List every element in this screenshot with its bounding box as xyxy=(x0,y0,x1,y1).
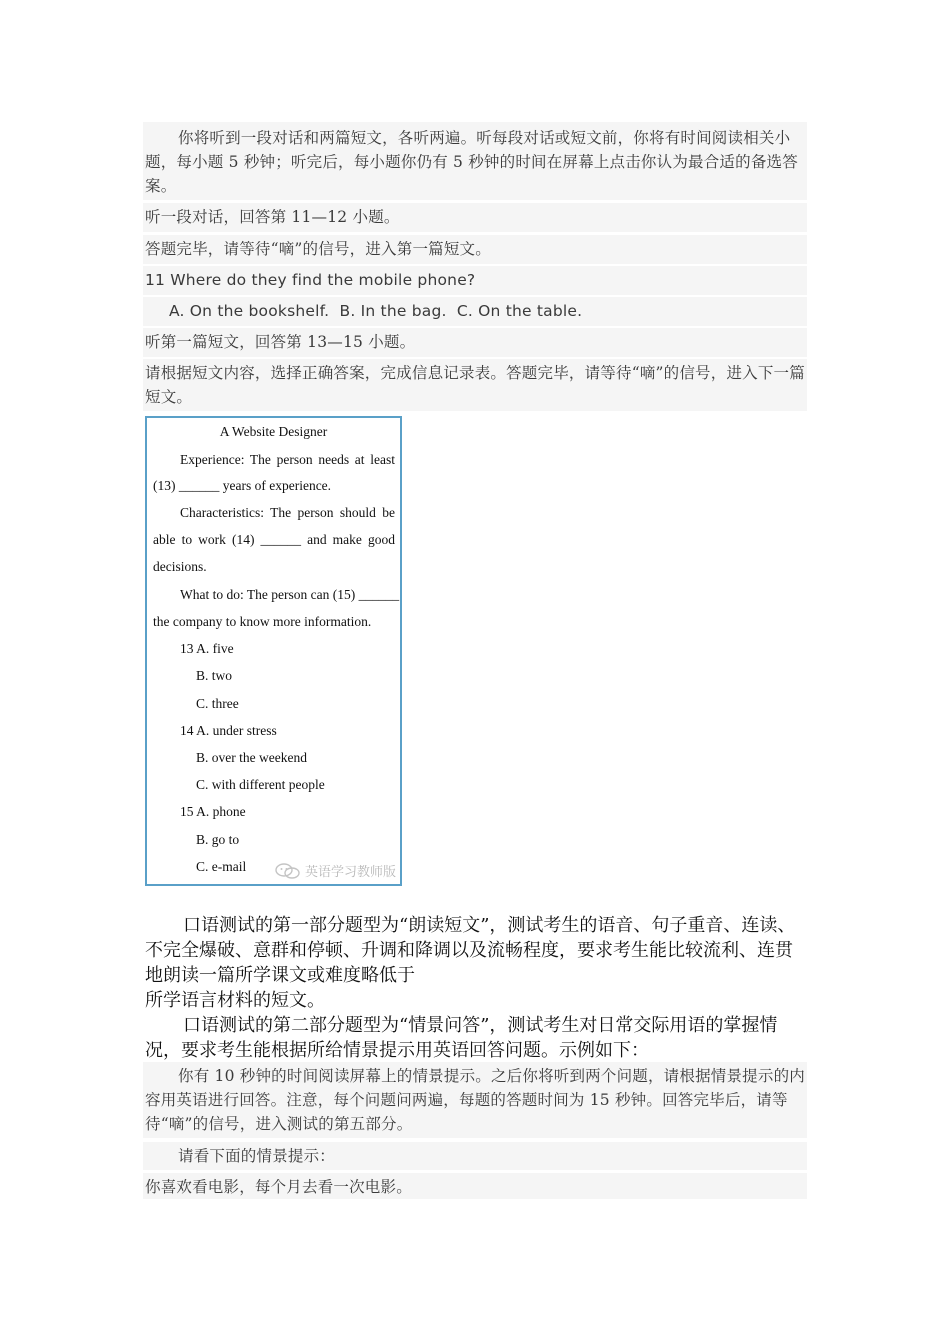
form-todo-line2: the company to know more information. xyxy=(153,614,372,629)
form-experience-line2: (13) ______ years of experience. xyxy=(153,478,332,493)
form-option-15c: C. e-mail xyxy=(196,859,247,874)
form-title: A Website Designer xyxy=(219,424,328,439)
intro-instructions: 你将听到一段对话和两篇短文，各听两遍。听每段对话或短文前，你将有时间阅读相关小题，每小题 5 秒钟；听完后，每小题你仍有 5 秒钟的时间在屏幕上点击你认为最合适的备选答案。 xyxy=(145,129,798,195)
form-option-13a: 13 A. five xyxy=(180,641,234,656)
form-characteristics-line2: able to work (14) ______ and make good xyxy=(153,532,395,547)
wechat-icon xyxy=(275,863,301,879)
watermark xyxy=(275,861,396,880)
dialogue-prompt: 听一段对话，回答第 11—12 小题。 xyxy=(145,208,400,226)
question-11-options: A. On the bookshelf. B. In the bag. C. On the table. xyxy=(169,302,583,320)
form-option-13b: B. two xyxy=(196,668,233,683)
part1-paragraph-continued: 所学语言材料的短文。 xyxy=(145,990,325,1011)
website-designer-form-image xyxy=(145,416,402,886)
record-prompt: 请根据短文内容，选择正确答案，完成信息记录表。答题完毕，请等待“嘀”的信号，进入下一篇短文。 xyxy=(145,364,805,406)
wait-prompt: 答题完毕，请等待“嘀”的信号，进入第一篇短文。 xyxy=(145,240,491,258)
question-11: 11 Where do they find the mobile phone? xyxy=(145,271,476,289)
form-option-14b: B. over the weekend xyxy=(196,750,307,765)
part1-paragraph: 口语测试的第一部分题型为“朗读短文”，测试考生的语音、句子重音、连读、不完全爆破、意群和停顿、升调和降调以及流畅程度，要求考生能比较流利、连贯地朗读一篇所学课文或难度略低于 xyxy=(145,915,796,986)
form-experience-line1: Experience: The person needs at least xyxy=(180,452,395,467)
form-option-13c: C. three xyxy=(196,696,239,711)
form-todo-line1: What to do: The person can (15) ______ xyxy=(180,587,400,602)
passage-prompt: 听第一篇短文，回答第 13—15 小题。 xyxy=(145,333,416,351)
scenario-prompt-label: 请看下面的情景提示： xyxy=(178,1147,336,1165)
scenario-text: 你喜欢看电影，每个月去看一次电影。 xyxy=(145,1178,412,1196)
watermark-text: 英语学习教师版 xyxy=(304,865,396,880)
part2-paragraph: 口语测试的第二部分题型为“情景问答”，测试考生对日常交际用语的掌握情况，要求考生能根据所给情景提示用英语回答问题。示例如下： xyxy=(145,1015,778,1061)
form-option-15a: 15 A. phone xyxy=(180,804,246,819)
form-characteristics-line3: decisions. xyxy=(153,559,207,574)
form-option-14a: 14 A. under stress xyxy=(180,723,277,738)
form-characteristics-line1: Characteristics: The person should be xyxy=(180,505,395,520)
form-option-14c: C. with different people xyxy=(196,777,325,792)
example-instructions: 你有 10 秒钟的时间阅读屏幕上的情景提示。之后你将听到两个问题，请根据情景提示的内容用英语进行回答。注意，每个问题问两遍，每题的答题时间为 15 秒钟。回答完毕后，请等待“嘀”的信号，进入测试的第五部分。 xyxy=(145,1067,805,1133)
form-option-15b: B. go to xyxy=(196,832,240,847)
